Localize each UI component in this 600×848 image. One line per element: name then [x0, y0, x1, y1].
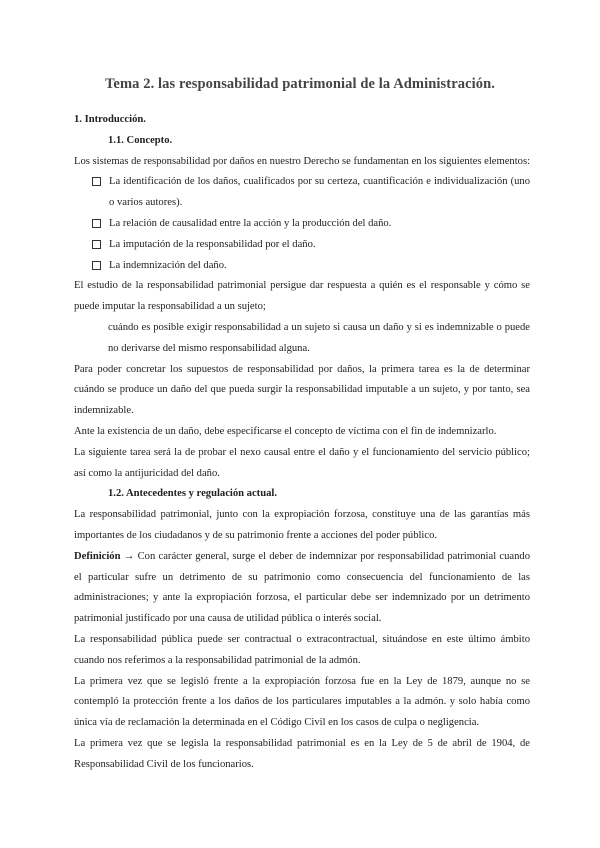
checklist-item — [92, 172, 530, 214]
paragraph-primera-1904: La primera vez que se legisla la responsabilidad patrimonial es en la Ley de 5 de abril de 1904, de Responsabilidad Civil de los funcionarios. — [74, 737, 530, 770]
checkbox-icon — [92, 177, 101, 186]
subsection-heading-antecedentes: 1.2. Antecedentes y regulación actual. — [108, 488, 277, 500]
document-title: Tema 2. las responsabilidad patrimonial de la Administración. — [104, 76, 495, 92]
paragraph-study: El estudio de la responsabilidad patrimonial persigue dar respuesta a quién es el responsable y cómo se puede imputar la responsabilidad a un sujeto; — [74, 280, 530, 313]
checklist-item-text: La imputación de la responsabilidad por el daño. — [109, 238, 316, 250]
paragraph-indented: cuándo es posible exigir responsabilidad a un sujeto si causa un daño y si es indemnizable o puede no derivarse del mismo responsabilidad alguna. — [108, 321, 530, 354]
definition-label: Definición — [74, 550, 121, 562]
checklist-item-text: La indemnización del daño. — [109, 259, 227, 271]
document-body — [74, 110, 530, 776]
definition-text: Con carácter general, surge el deber de indemnizar por responsabilidad patrimonial cuando el particular sufre un detrimento de su patrimonio como consecuencia del funcionamiento de las administraciones; y ante la expropiación forzosa, el particular debe ser indemnizado por un detrimento patrimonial justificado por una causa de utilidad pública o interés social. — [74, 550, 530, 625]
paragraph-responsabilidad: La responsabilidad patrimonial, junto con la expropiación forzosa, constituye una de las garantías más importantes de los ciudadanos y de su patrimonio frente a acciones del poder público. — [74, 509, 530, 541]
subsection-heading-concepto: 1.1. Concepto. — [108, 134, 173, 146]
checkbox-icon — [92, 219, 101, 228]
checklist-item — [92, 235, 530, 256]
paragraph-concretar: Para poder concretar los supuestos de responsabilidad por daños, la primera tarea es la de determinar cuándo se produce un daño del que pueda surgir la responsabilidad imputable a un sujeto, y por tanto, sea indemnizable. — [74, 363, 530, 417]
checklist-item — [92, 214, 530, 235]
arrow-icon: → — [120, 550, 138, 562]
section-heading-introduccion: 1. Introducción. — [74, 114, 146, 125]
checklist-item — [92, 256, 530, 277]
paragraph-intro: Los sistemas de responsabilidad por daños en nuestro Derecho se fundamentan en los siguientes elementos: — [74, 155, 531, 167]
paragraph-primera-1879: La primera vez que se legisló frente a la expropiación forzosa fue en la Ley de 1879, aunque no se contempló la protección frente a los daños de los particulares imputables a la admón. y solo había como única vía de reclamación la determinada en el Código Civil en los casos de culpa o negligencia. — [74, 675, 530, 729]
checkbox-icon — [92, 240, 101, 249]
paragraph-ante: Ante la existencia de un daño, debe especificarse el concepto de víctima con el fin de indemnizarlo. — [74, 425, 497, 437]
checklist-item-text: La relación de causalidad entre la acción y la producción del daño. — [109, 217, 392, 229]
checklist-item-text: La identificación de los daños, cualificados por su certeza, cuantificación e individualización (uno o varios autores). — [109, 176, 530, 209]
paragraph-siguiente: La siguiente tarea será la de probar el nexo causal entre el daño y el funcionamiento del servicio público; así como la antijuricidad del daño. — [74, 446, 530, 479]
paragraph-publica: La responsabilidad pública puede ser contractual o extracontractual, situándose en este último ámbito cuando nos referimos a la responsabilidad patrimonial de la admón. — [74, 633, 530, 666]
checkbox-icon — [92, 261, 101, 270]
paragraph-definicion — [74, 547, 530, 630]
